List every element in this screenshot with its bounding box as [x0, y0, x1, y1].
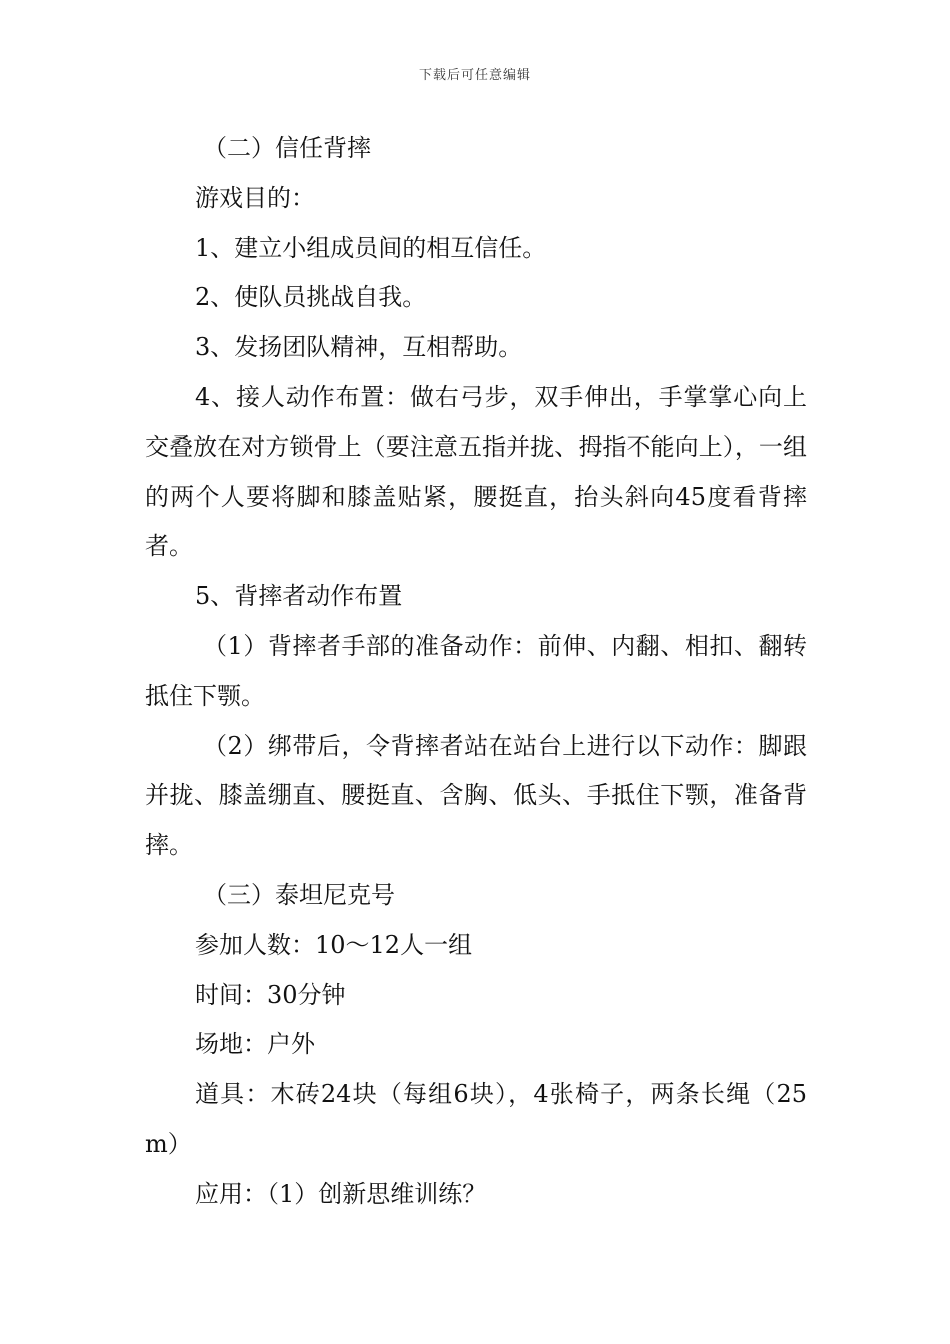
paragraph-venue: 场地：户外	[195, 1030, 315, 1059]
paragraph-application: 应用：（1）创新思维训练？	[195, 1179, 487, 1208]
paragraph-props: 道具：木砖24块（每组6块），4张椅子，两条长绳（25m）	[145, 1080, 807, 1158]
paragraph-sub-2: （2）绑带后，令背摔者站在站台上进行以下动作：脚跟并拢、膝盖绷直、腰挺直、含胸、低头、手抵住下颚，准备背摔。	[145, 731, 807, 860]
paragraph-item-3: 3、发扬团队精神，互相帮助。	[195, 333, 523, 362]
paragraph-sub-1: （1）背摔者手部的准备动作：前伸、内翻、相扣、翻转抵住下颚。	[145, 631, 807, 710]
paragraph-item-4: 4、接人动作布置：做右弓步，双手伸出，手掌掌心向上交叠放在对方锁骨上（要注意五指并拢、拇指不能向上），一组的两个人要将脚和膝盖贴紧，腰挺直，抬头斜向45度看背摔者。	[145, 382, 807, 561]
paragraph-item-1: 1、建立小组成员间的相互信任。	[195, 233, 547, 262]
paragraph-participants: 参加人数：10～12人一组	[195, 930, 473, 959]
paragraph-item-2: 2、使队员挑战自我。	[195, 283, 427, 312]
paragraph-time: 时间：30分钟	[195, 980, 346, 1009]
page-header-note: 下载后可任意编辑	[418, 68, 531, 83]
section-heading-trust-fall: （二）信任背摔	[203, 134, 371, 162]
paragraph-game-purpose: 游戏目的：	[195, 183, 315, 212]
document-body	[145, 124, 807, 1220]
paragraph-item-5: 5、背摔者动作布置	[195, 582, 403, 611]
section-heading-titanic: （三）泰坦尼克号	[203, 880, 395, 909]
